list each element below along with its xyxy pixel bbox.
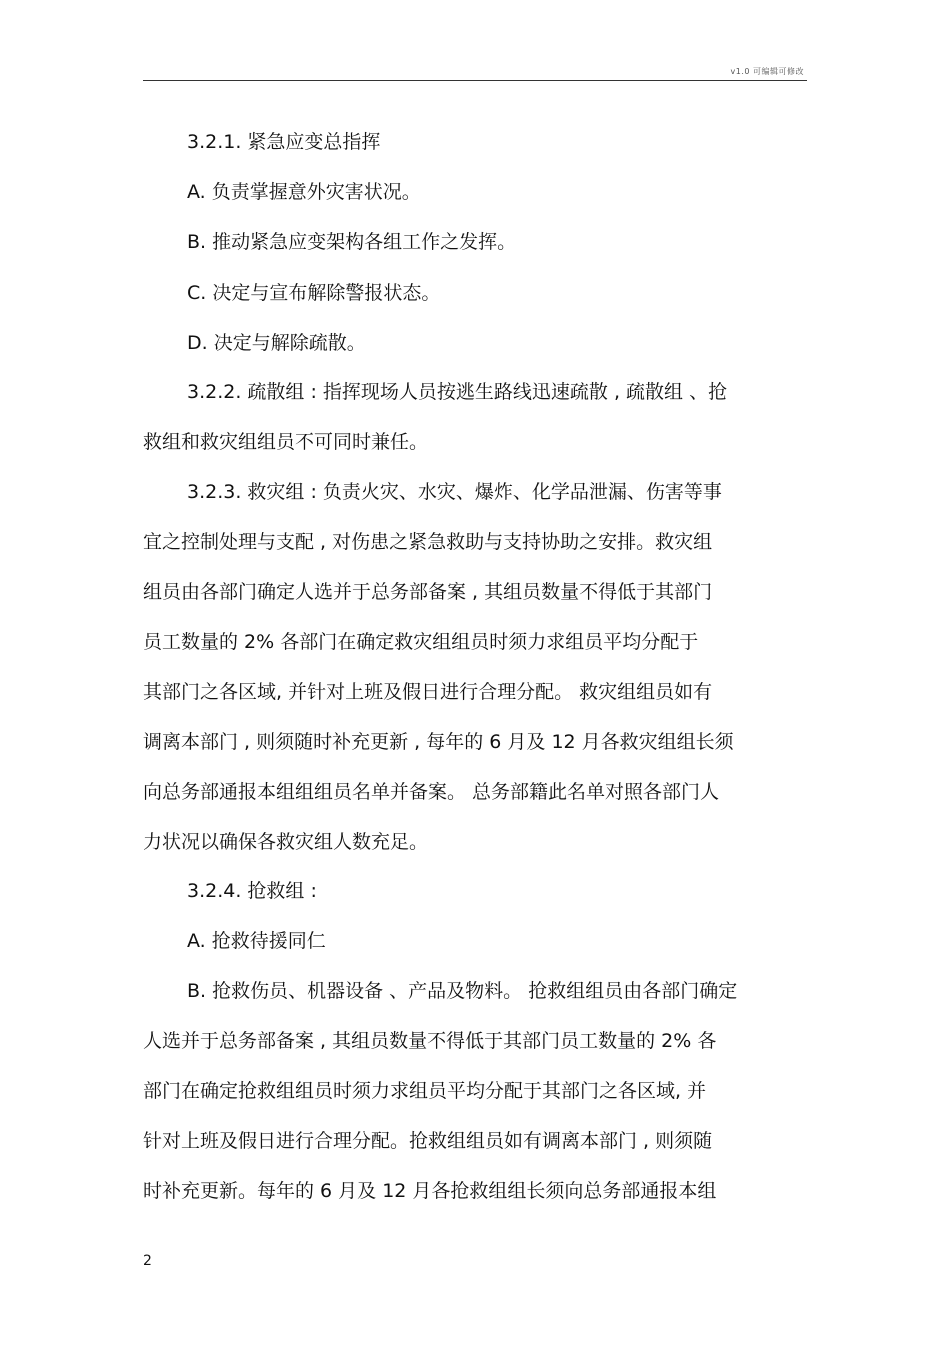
text-line: 时补充更新。每年的 6 月及 12 月各抢救组组长须向总务部通报本组 <box>143 1180 717 1202</box>
text-line: B. 抢救伤员、机器设备 、产品及物料。 抢救组组员由各部门确定 <box>187 980 738 1002</box>
text-line: 其部门之各区域, 并针对上班及假日进行合理分配。 救灾组组员如有 <box>143 681 713 703</box>
text-line: 3.2.1. 紧急应变总指挥 <box>187 131 381 153</box>
text-line: A. 负责掌握意外灾害状况。 <box>187 181 421 203</box>
text-line: 向总务部通报本组组组员名单并备案。 总务部籍此名单对照各部门人 <box>143 781 720 803</box>
text-line: 救组和救灾组组员不可同时兼任。 <box>143 431 429 453</box>
text-line: 人选并于总务部备案 , 其组员数量不得低于其部门员工数量的 2% 各 <box>143 1030 717 1052</box>
text-line: 3.2.3. 救灾组 : 负责火灾、水灾、爆炸、化学品泄漏、伤害等事 <box>187 481 722 503</box>
text-line: C. 决定与宣布解除警报状态。 <box>187 282 441 304</box>
text-line: 3.2.4. 抢救组 : <box>187 880 317 902</box>
text-line: 组员由各部门确定人选并于总务部备案 , 其组员数量不得低于其部门 <box>143 581 713 603</box>
text-line: 员工数量的 2% 各部门在确定救灾组组员时须力求组员平均分配于 <box>143 631 699 653</box>
text-line: 宜之控制处理与支配 , 对伤患之紧急救助与支持协助之安排。救灾组 <box>143 531 713 553</box>
text-line: 力状况以确保各救灾组人数充足。 <box>143 831 429 853</box>
text-line: 3.2.2. 疏散组 : 指挥现场人员按逃生路线迅速疏散 , 疏散组 、抢 <box>187 381 728 403</box>
text-line: 针对上班及假日进行合理分配。抢救组组员如有调离本部门 , 则须随 <box>143 1130 713 1152</box>
header-note: v1.0 可编辑可修改 <box>730 67 804 76</box>
text-line: 调离本部门 , 则须随时补充更新 , 每年的 6 月及 12 月各救灾组组长须 <box>143 731 734 753</box>
page-number: 2 <box>143 1253 152 1269</box>
text-line: D. 决定与解除疏散。 <box>187 332 366 354</box>
header-rule <box>143 80 807 81</box>
text-line: 部门在确定抢救组组员时须力求组员平均分配于其部门之各区域, 并 <box>143 1080 707 1102</box>
text-line: A. 抢救待援同仁 <box>187 930 326 952</box>
text-line: B. 推动紧急应变架构各组工作之发挥。 <box>187 231 517 253</box>
